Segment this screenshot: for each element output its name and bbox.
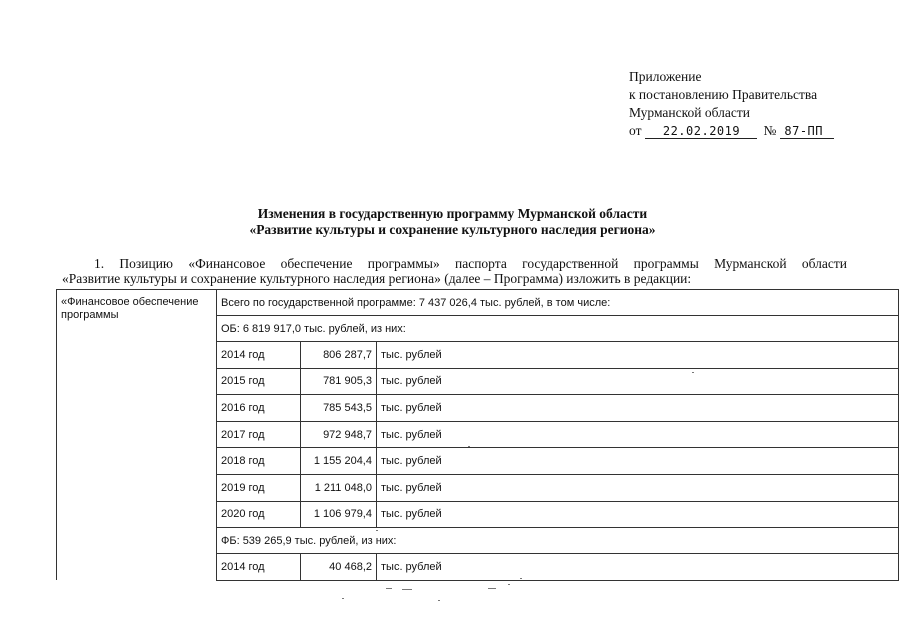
unit-cell: тыс. рублей: [377, 554, 899, 581]
scan-speck: [402, 589, 412, 590]
year-cell: 2019 год: [217, 474, 301, 501]
year-cell: 2014 год: [217, 554, 301, 581]
value-cell: 806 287,7: [301, 342, 377, 369]
heading-line-2: «Развитие культуры и сохранение культурного наследия региона»: [249, 222, 656, 237]
value-cell: 1 211 048,0: [301, 474, 377, 501]
scan-speck: [508, 584, 510, 585]
unit-cell: тыс. рублей: [377, 395, 899, 422]
paragraph-line-1: 1. Позицию «Финансовое обеспечение программы» паспорта государственной программы Мурманской области: [94, 256, 847, 271]
scan-speck: [342, 598, 344, 599]
scan-speck: [438, 600, 440, 601]
year-cell: 2020 год: [217, 501, 301, 528]
scan-speck: [520, 578, 522, 579]
value-cell: 781 905,3: [301, 368, 377, 395]
value-cell: 1 106 979,4: [301, 501, 377, 528]
number-sign: №: [763, 123, 777, 138]
year-cell: 2014 год: [217, 342, 301, 369]
unit-cell: тыс. рублей: [377, 421, 899, 448]
paragraph-line-2: «Развитие культуры и сохранение культурного наследия региона» (далее – Программа) изложить в редакции:: [62, 271, 692, 286]
scan-speck: [386, 588, 392, 589]
year-cell: 2015 год: [217, 368, 301, 395]
scan-speck: [692, 372, 694, 373]
unit-cell: тыс. рублей: [377, 501, 899, 528]
date-prefix: от: [629, 123, 642, 138]
table-row: [57, 290, 899, 316]
resolution-number: 87-ПП: [780, 124, 834, 139]
ob-subtotal: ОБ: 6 819 917,0 тыс. рублей, из них:: [217, 316, 899, 342]
appendix-block: [629, 68, 879, 140]
document-heading: [0, 206, 905, 238]
year-cell: 2017 год: [217, 421, 301, 448]
appendix-region: Мурманской области: [629, 105, 750, 120]
heading-line-1: Изменения в государственную программу Мурманской области: [257, 206, 648, 221]
scan-speck: [376, 530, 378, 531]
financing-table: [56, 289, 899, 581]
unit-cell: тыс. рублей: [377, 342, 899, 369]
resolution-date: 22.02.2019: [645, 124, 757, 139]
value-cell: 40 468,2: [301, 554, 377, 581]
unit-cell: тыс. рублей: [377, 368, 899, 395]
value-cell: 1 155 204,4: [301, 448, 377, 475]
instruction-paragraph: [62, 256, 847, 286]
value-cell: 972 948,7: [301, 421, 377, 448]
appendix-date-line: [629, 122, 879, 140]
unit-cell: тыс. рублей: [377, 448, 899, 475]
year-cell: 2018 год: [217, 448, 301, 475]
total-financing: Всего по государственной программе: 7 437 026,4 тыс. рублей, в том числе:: [217, 290, 899, 316]
scan-speck: [468, 446, 470, 447]
position-label-line-1: «Финансовое обеспечение: [61, 296, 199, 308]
fb-subtotal: ФБ: 539 265,9 тыс. рублей, из них:: [217, 528, 899, 554]
scan-speck: [488, 588, 496, 589]
position-label-line-2: программы: [61, 309, 119, 321]
appendix-title: Приложение: [629, 69, 702, 84]
unit-cell: тыс. рублей: [377, 474, 899, 501]
value-cell: 785 543,5: [301, 395, 377, 422]
appendix-reference: к постановлению Правительства: [629, 87, 818, 102]
year-cell: 2016 год: [217, 395, 301, 422]
position-label-cell: [57, 290, 217, 581]
